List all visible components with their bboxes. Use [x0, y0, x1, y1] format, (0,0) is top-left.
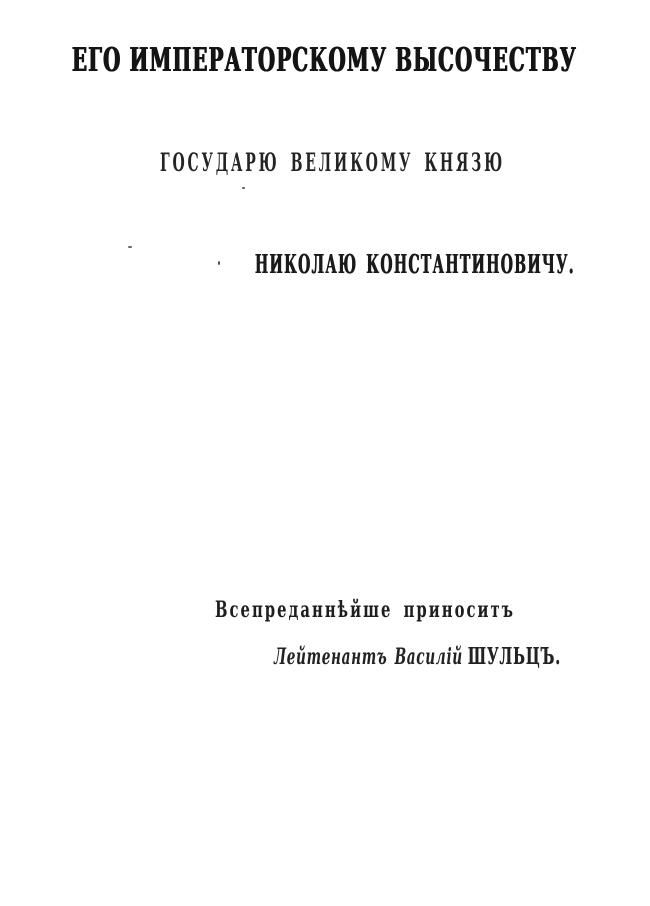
- dedication-addressee-name: НИКОЛАЮ КОНСТАНТИНОВИЧУ.: [255, 250, 575, 280]
- dedication-presenter-line: [274, 645, 561, 669]
- scan-speck: [128, 246, 132, 248]
- scan-speck: [242, 187, 245, 189]
- dedication-addressee-title: ГОСУДАРЮ ВЕЛИКОМУ КНЯЗЮ: [160, 148, 506, 177]
- presenter-rank-and-name: Лейтенантъ Василій: [274, 644, 463, 670]
- dedication-presentation-phrase: Всепреданнѣйше приноситъ: [215, 597, 515, 623]
- dedication-heading: ЕГО ИМПЕРАТОРСКОМУ ВЫСОЧЕСТВУ: [72, 40, 577, 79]
- scan-speck: [218, 261, 220, 265]
- presenter-surname: ШУЛЬЦЪ.: [467, 643, 562, 670]
